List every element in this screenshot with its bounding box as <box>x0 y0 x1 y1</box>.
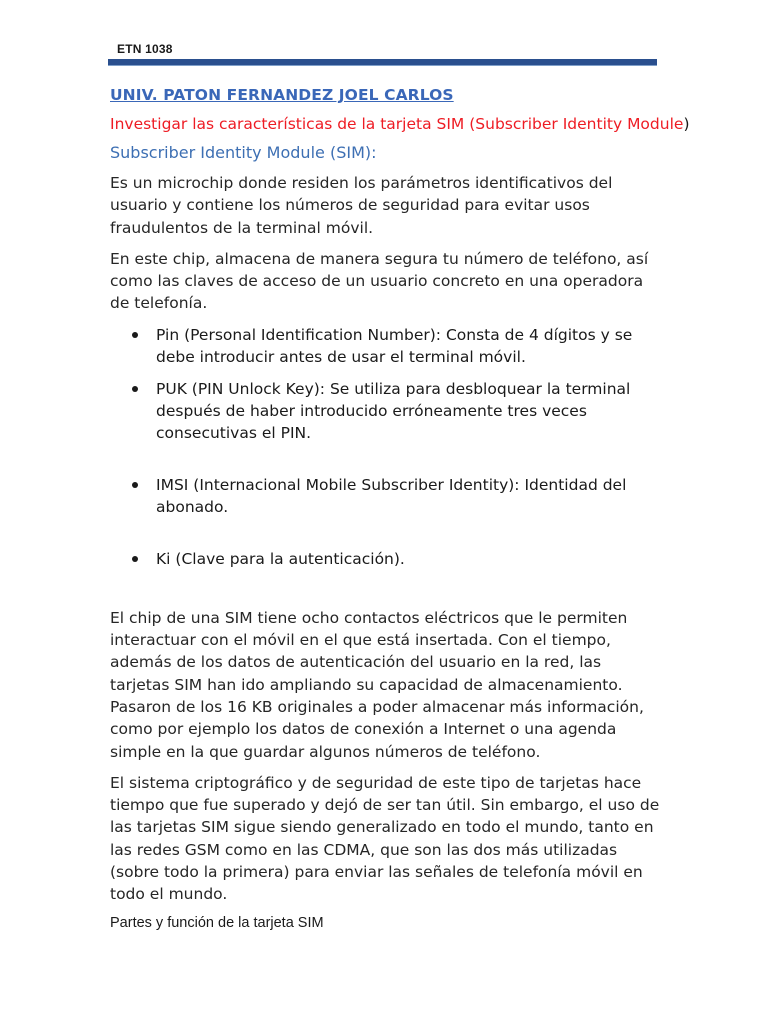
paragraph-definition: Es un microchip donde residen los parámetros identificativos del usuario y contiene los números de seguridad para evitar usos fraudulentos de la terminal móvil. <box>110 174 613 237</box>
bullet-icon <box>132 332 138 338</box>
bullet-icon <box>132 482 138 488</box>
list-item <box>110 548 662 570</box>
final-heading: Partes y función de la tarjeta SIM <box>110 914 324 931</box>
spacer <box>110 570 662 607</box>
assignment-title <box>110 114 690 134</box>
list-item-text: IMSI (Internacional Mobile Subscriber Identity): Identidad del abonado. <box>156 475 627 516</box>
author-name: UNIV. PATON FERNANDEZ JOEL CARLOS <box>110 86 454 104</box>
list-item <box>110 378 662 444</box>
assignment-close-paren: ) <box>683 115 690 133</box>
course-code: ETN 1038 <box>117 42 173 56</box>
paragraph-security: El sistema criptográfico y de seguridad de este tipo de tarjetas hace tiempo que fue superado y dejó de ser tan útil. Sin embargo, el uso de las tarjetas SIM sigue siendo generalizado en todo el mundo, tanto en las redes GSM como en las CDMA, que son las dos más utilizadas (sobre todo la primera) para enviar las señales de telefonía móvil en todo el mundo. <box>110 773 660 904</box>
section-title: Subscriber Identity Module (SIM): <box>110 143 377 162</box>
list-item <box>110 474 662 518</box>
document-body <box>110 86 690 931</box>
list-item-text: PUK (PIN Unlock Key): Se utiliza para desbloquear la terminal después de haber introducido erróneamente tres veces consecutivas el PIN. <box>156 379 631 442</box>
paragraph-contacts: El chip de una SIM tiene ocho contactos eléctricos que le permiten interactuar con el móvil en el que está insertada. Con el tiempo, además de los datos de autenticación del usuario en la red, las tarjetas SIM han ido ampliando su capacidad de almacenamiento. Pasaron de los 16 KB originales a poder almacenar más información, como por ejemplo los datos de conexión a Internet o una agenda simple en la que guardar algunos números de teléfono. <box>110 608 644 761</box>
header-rule <box>108 59 657 66</box>
paragraph-storage: En este chip, almacena de manera segura tu número de teléfono, así como las claves de acceso de un usuario concreto en una operadora de telefonía. <box>110 249 649 313</box>
list-item-text: Pin (Personal Identification Number): Consta de 4 dígitos y se debe introducir antes de usar el terminal móvil. <box>156 325 633 366</box>
bullet-list <box>110 324 662 570</box>
list-item-text: Ki (Clave para la autenticación). <box>156 549 405 568</box>
list-item <box>110 324 662 368</box>
bullet-icon <box>132 556 138 562</box>
bullet-icon <box>132 386 138 392</box>
assignment-text: Investigar las características de la tarjeta SIM (Subscriber Identity Module <box>110 115 684 133</box>
